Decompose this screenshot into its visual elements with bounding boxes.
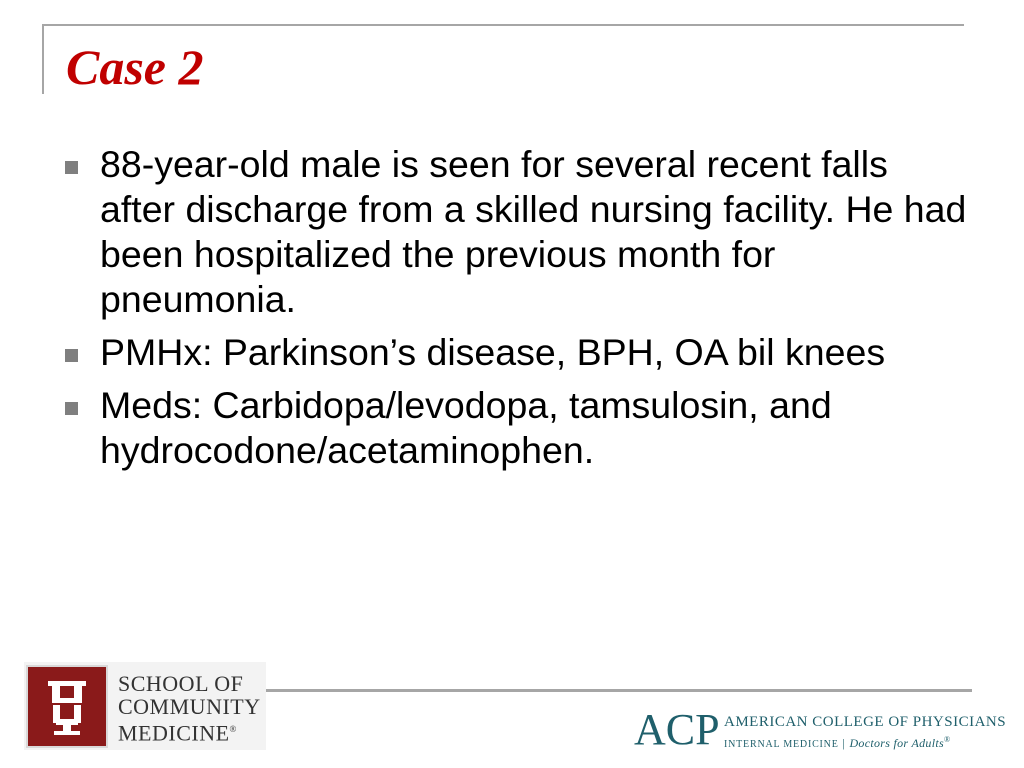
- square-bullet-icon: [65, 349, 78, 362]
- school-name-line: COMMUNITY: [118, 694, 261, 719]
- bullet-text: PMHx: Parkinson’s disease, BPH, OA bil knees: [100, 331, 886, 373]
- acp-name: AMERICAN COLLEGE OF PHYSICIANS: [724, 714, 1007, 730]
- bullet-text: 88-year-old male is seen for several recent falls after discharge from a skilled nursing facility. He had been hospitalized the previous month for pneumonia.: [100, 143, 967, 320]
- slide-title: Case 2: [66, 39, 204, 95]
- school-name-line: MEDICINE®: [118, 720, 237, 746]
- square-bullet-icon: [65, 161, 78, 174]
- school-name-line: SCHOOL OF: [118, 671, 244, 696]
- school-of-community-medicine-logo: [24, 662, 266, 750]
- bullet-item: [62, 383, 972, 473]
- bullet-item: [62, 142, 972, 322]
- school-name: [118, 672, 261, 744]
- bullet-list: [62, 142, 972, 481]
- footer-rule: [266, 689, 972, 692]
- acp-mark: ACP: [634, 705, 720, 754]
- acp-logo: [634, 705, 1007, 754]
- left-frame-line: [42, 24, 44, 94]
- top-frame-line: [42, 24, 964, 26]
- square-bullet-icon: [65, 402, 78, 415]
- bullet-item: [62, 330, 972, 375]
- ou-monogram-icon: [28, 667, 106, 746]
- ou-logo-icon: [26, 665, 108, 748]
- acp-tagline: INTERNAL MEDICINE | Doctors for Adults®: [724, 735, 951, 750]
- bullet-text: Meds: Carbidopa/levodopa, tamsulosin, and hydrocodone/acetaminophen.: [100, 384, 832, 471]
